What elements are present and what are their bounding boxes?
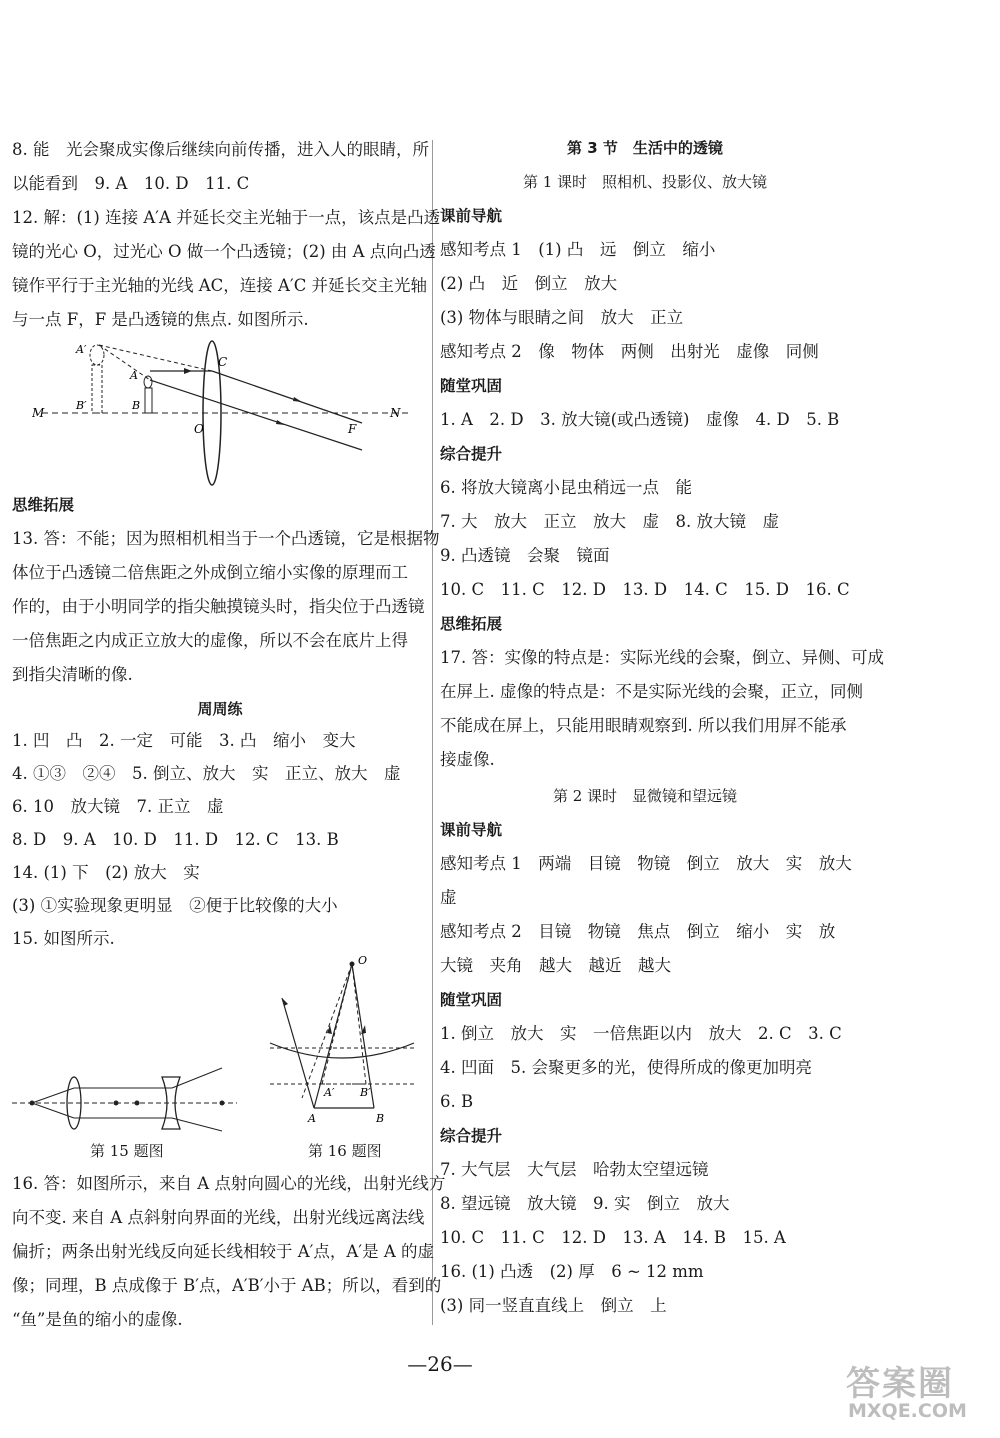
answer-line: 大镜 夹角 越大 越近 越大	[440, 956, 671, 975]
svg-text:B′: B′	[360, 1086, 371, 1099]
answer-line: 感知考点 1 两端 目镜 物镜 倒立 放大 实 放大	[440, 854, 852, 873]
answer-line: 8. D 9. A 10. D 11. D 12. C 13. B	[12, 830, 339, 849]
svg-text:A′: A′	[324, 1086, 335, 1099]
answer-line: 与一点 F，F 是凸透镜的焦点. 如图所示.	[12, 310, 309, 329]
svg-text:B′: B′	[76, 399, 87, 412]
svg-text:B: B	[376, 1112, 385, 1125]
section-heading: 思维拓展	[12, 496, 75, 514]
page-number: —26—	[407, 1352, 473, 1376]
figure-caption-16: 第 16 题图	[308, 1142, 382, 1160]
answer-line: 16. 答：如图所示，来自 A 点射向圆心的光线，出射光线方	[12, 1174, 446, 1193]
answer-line: 8. 能 光会聚成实像后继续向前传播，进入人的眼睛，所	[12, 140, 429, 159]
answer-line: 15. 如图所示.	[12, 929, 115, 948]
answer-line: 以能看到 9. A 10. D 11. C	[12, 174, 250, 193]
svg-text:C: C	[218, 355, 228, 369]
answer-line: (3) 物体与眼睛之间 放大 正立	[440, 308, 684, 327]
section-heading: 综合提升	[440, 445, 503, 463]
refraction-diagram-16	[262, 948, 422, 1138]
answer-line: 12. 解：(1) 连接 A′A 并延长交主光轴于一点，该点是凸透	[12, 208, 441, 227]
answer-line: 1. 倒立 放大 实 一倍焦距以内 放大 2. C 3. C	[440, 1024, 842, 1043]
svg-text:O: O	[358, 954, 368, 967]
watermark-url: MXQE.COM	[848, 1400, 967, 1422]
answer-line: 像；同理，B 点成像于 B′点，A′B′小于 AB；所以，看到的	[12, 1276, 442, 1295]
lesson-title: 第 2 课时 显微镜和望远镜	[552, 787, 738, 805]
answer-line: 感知考点 2 目镜 物镜 焦点 倒立 缩小 实 放	[440, 922, 836, 941]
answer-line: (2) 凸 近 倒立 放大	[440, 274, 618, 293]
answer-line: 作的，由于小明同学的指尖触摸镜头时，指尖位于凸透镜	[12, 597, 425, 616]
answer-line: 1. 凹 凸 2. 一定 可能 3. 凸 缩小 变大	[12, 731, 356, 750]
answer-line: 感知考点 2 像 物体 两侧 出射光 虚像 同侧	[440, 342, 819, 361]
answer-line: 镜作平行于主光轴的光线 AC，连接 A′C 并延长交主光轴	[12, 276, 428, 295]
section-heading: 思维拓展	[440, 615, 503, 633]
answer-line: 13. 答：不能；因为照相机相当于一个凸透镜，它是根据物	[12, 529, 440, 548]
answer-line: 不能成在屏上，只能用眼睛观察到. 所以我们用屏不能承	[440, 716, 847, 735]
answer-line: 6. B	[440, 1092, 474, 1111]
answer-line: 7. 大 放大 正立 放大 虚 8. 放大镜 虚	[440, 512, 779, 531]
answer-line: 偏折；两条出射光线反向延长线相较于 A′点，A′是 A 的虚	[12, 1242, 434, 1261]
answer-line: 17. 答：实像的特点是：实际光线的会聚，倒立、异侧、可成	[440, 648, 884, 667]
answer-line: 接虚像.	[440, 750, 495, 769]
figure-caption-15: 第 15 题图	[90, 1142, 164, 1160]
answer-line: 4. 凹面 5. 会聚更多的光，使得所成的像更加明亮	[440, 1058, 812, 1077]
answer-line: 在屏上. 虚像的特点是：不是实际光线的会聚，正立，同侧	[440, 682, 863, 701]
svg-text:A: A	[308, 1112, 316, 1125]
section-heading: 课前导航	[440, 207, 503, 225]
svg-text:F: F	[348, 422, 357, 436]
section-title: 第 3 节 生活中的透镜	[567, 139, 723, 157]
answer-line: “鱼”是鱼的缩小的虚像.	[12, 1310, 183, 1329]
answer-line: 体位于凸透镜二倍焦距之外成倒立缩小实像的原理而工	[12, 563, 408, 582]
section-heading: 随堂巩固	[440, 377, 503, 395]
answer-line: 虚	[440, 888, 457, 907]
answer-line: (3) ①实验现象更明显 ②便于比较像的大小	[12, 896, 338, 915]
svg-text:N: N	[390, 406, 401, 420]
answer-line: 9. 凸透镜 会聚 镜面	[440, 546, 610, 565]
watermark-logo	[838, 1356, 986, 1426]
svg-text:A: A	[130, 369, 138, 382]
answer-line: 4. ①③ ②④ 5. 倒立、放大 实 正立、放大 虚	[12, 764, 401, 783]
lens-diagram-15	[12, 1063, 242, 1133]
answer-line: 向不变. 来自 A 点斜射向界面的光线，出射光线远离法线	[12, 1208, 425, 1227]
svg-text:A′: A′	[76, 343, 87, 356]
answer-line: 10. C 11. C 12. D 13. A 14. B 15. A	[440, 1228, 786, 1247]
answer-line: 1. A 2. D 3. 放大镜(或凸透镜) 虚像 4. D 5. B	[440, 410, 840, 429]
column-divider	[432, 140, 433, 1325]
section-heading: 综合提升	[440, 1127, 503, 1145]
answer-line: 16. (1) 凸透 (2) 厚 6 ~ 12 mm	[440, 1262, 704, 1281]
watermark-text: 答案圈	[846, 1364, 954, 1404]
lesson-title: 第 1 课时 照相机、投影仪、放大镜	[522, 173, 768, 191]
answer-line: 6. 10 放大镜 7. 正立 虚	[12, 797, 224, 816]
answer-line: (3) 同一竖直直线上 倒立 上	[440, 1296, 667, 1315]
answer-line: 7. 大气层 大气层 哈勃太空望远镜	[440, 1160, 709, 1179]
answer-line: 14. (1) 下 (2) 放大 实	[12, 863, 200, 882]
answer-line: 镜的光心 O，过光心 O 做一个凸透镜；(2) 由 A 点向凸透	[12, 242, 436, 261]
section-heading: 课前导航	[440, 821, 503, 839]
answer-line: 到指尖清晰的像.	[12, 665, 133, 684]
answer-line: 10. C 11. C 12. D 13. D 14. C 15. D 16. C	[440, 580, 850, 599]
answer-line: 6. 将放大镜离小昆虫稍远一点 能	[440, 478, 692, 497]
answer-line: 一倍焦距之内成正立放大的虚像，所以不会在底片上得	[12, 631, 408, 650]
svg-text:B: B	[132, 399, 141, 412]
section-title: 周周练	[197, 700, 243, 718]
section-heading: 随堂巩固	[440, 991, 503, 1009]
svg-text:M: M	[32, 406, 45, 420]
svg-text:O: O	[194, 422, 204, 436]
answer-line: 8. 望远镜 放大镜 9. 实 倒立 放大	[440, 1194, 730, 1213]
answer-line: 感知考点 1 (1) 凸 远 倒立 缩小	[440, 240, 716, 259]
convex-lens-diagram	[32, 333, 422, 493]
